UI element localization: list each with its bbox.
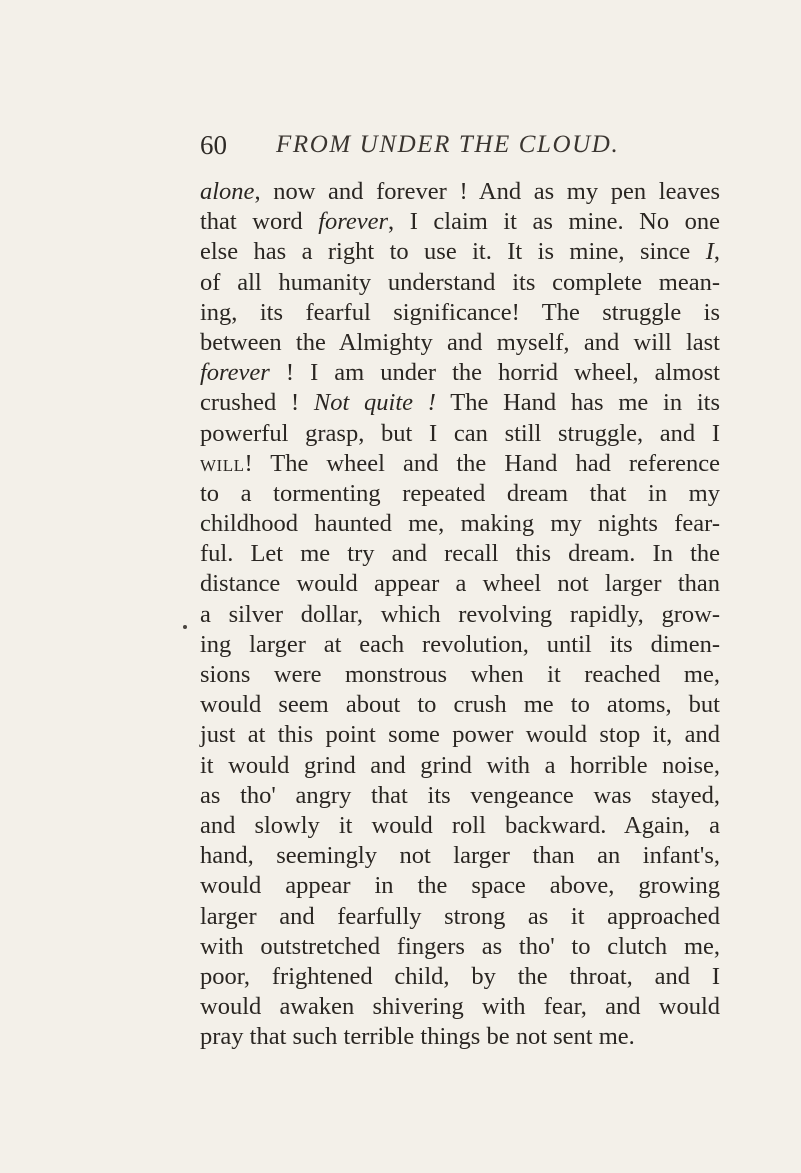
text-line: it would grind and grind with a horrible noise, [200,751,720,779]
text-line: would appear in the space above, growing [200,872,720,900]
text-line: ful. Let me try and recall this dream. In the [200,540,720,568]
text-line: will! The wheel and the Hand had reference [200,449,720,477]
text-line: poor, frightened child, by the throat, and I [200,962,720,990]
text-line: sions were monstrous when it reached me, [200,661,720,688]
text-line: ing larger at each revolution, until its dimen- [200,630,720,658]
text-line: hand, seemingly not larger than an infant's, [200,842,720,870]
text-line: to a tormenting repeated dream that in my [200,479,720,507]
text-line: alone, now and forever ! And as my pen leaves [200,178,720,205]
text-line: forever ! I am under the horrid wheel, almost [200,359,720,387]
text-line: with outstretched fingers as tho' to clutch me, [200,932,720,960]
body-text [200,177,720,1052]
text-line: and slowly it would roll backward. Again, a [200,811,720,839]
margin-speck [183,625,187,629]
text-line: as tho' angry that its vengeance was stayed, [200,781,720,809]
text-line: a silver dollar, which revolving rapidly, grow- [200,600,720,628]
text-line: pray that such terrible things be not sent me. [200,1023,635,1051]
text-line: ing, its fearful significance! The struggle is [200,298,720,326]
text-line: would seem about to crush me to atoms, but [200,691,720,719]
text-line: larger and fearfully strong as it approached [200,902,720,930]
text-line: distance would appear a wheel not larger than [200,570,720,598]
page-number: 60 [200,130,227,160]
text-line: between the Almighty and myself, and will last [200,328,720,356]
text-line: crushed ! Not quite ! The Hand has me in its [200,389,720,417]
running-head: FROM UNDER THE CLOUD. [276,131,620,158]
text-line: of all humanity understand its complete mean- [200,268,720,296]
text-line: that word forever, I claim it as mine. No one [200,208,721,236]
page-header [200,130,720,170]
text-line: just at this point some power would stop it, and [200,721,720,749]
text-line: would awaken shivering with fear, and would [200,993,720,1021]
text-line: powerful grasp, but I can still struggle, and I [200,419,720,447]
text-line: else has a right to use it. It is mine, since I, [200,238,720,266]
text-line: childhood haunted me, making my nights fear- [200,510,720,538]
